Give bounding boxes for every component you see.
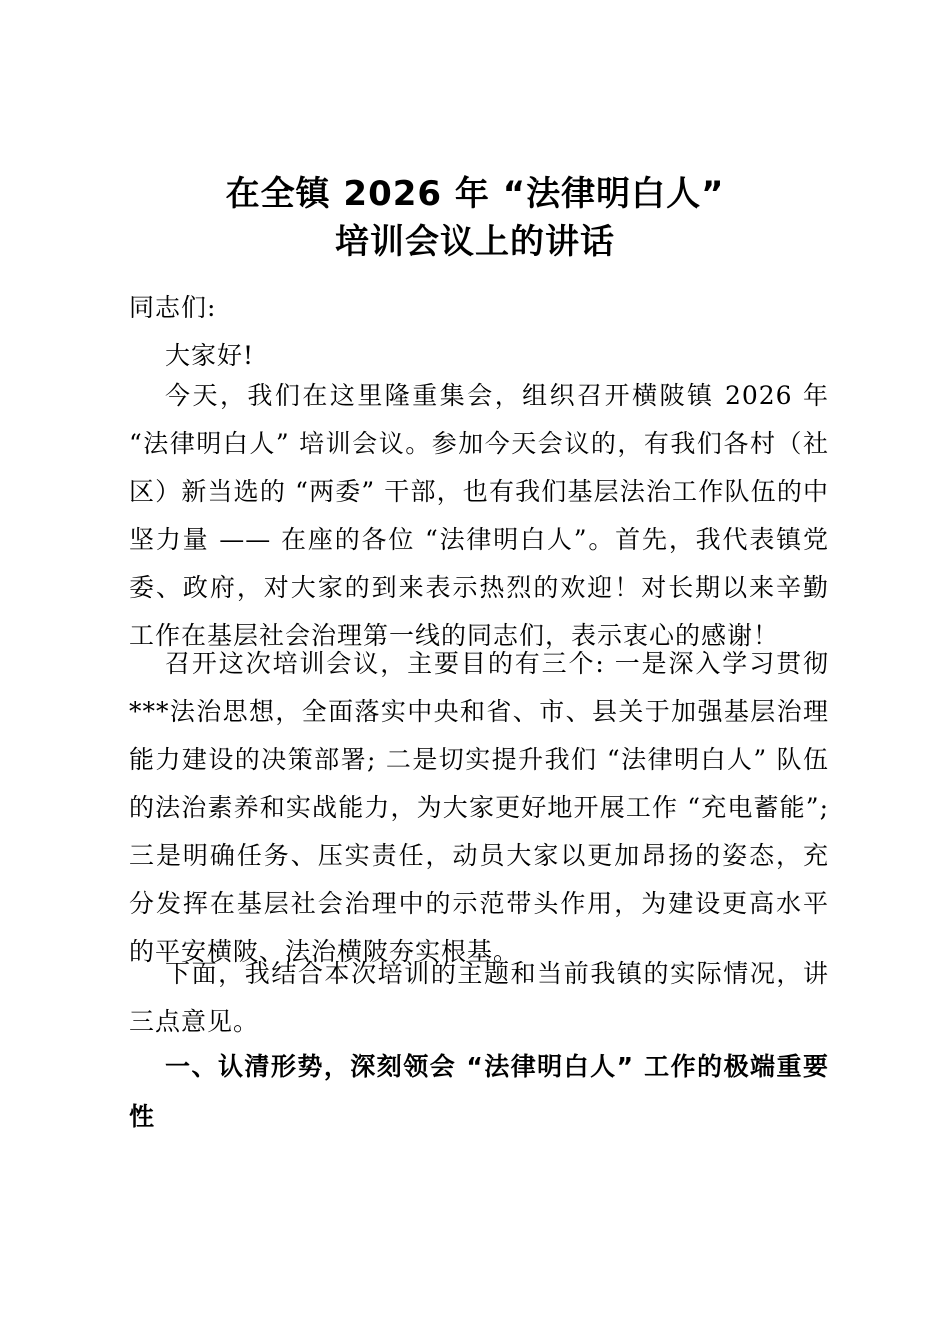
salutation: 同志们:: [129, 293, 217, 322]
paragraph-purpose: 召开这次培训会议，主要目的有三个: 一是深入学习贯彻***法治思想，全面落实中央和省、市、县关于加强基层治理能力建设的决策部署; 二是切实提升我们 “法律明白人” 队伍的法治素养和实战能力，为大家更好地开展工作 “充电蓄能”; 三是明确任务、压实责任，动员大家以更加昂扬的姿态，充分发挥在基层社会治理中的示范带头作用，为建设更高水平的平安横陂、法治横陂夯实根基。: [129, 649, 829, 966]
greeting: 大家好!: [165, 341, 255, 370]
paragraph-transition: 下面，我结合本次培训的主题和当前我镇的实际情况，讲三点意见。: [129, 959, 829, 1036]
section-heading: 一、认清形势，深刻领会 “法律明白人” 工作的极端重要性: [129, 1052, 829, 1131]
document-title-line-2: 培训会议上的讲话: [335, 222, 615, 262]
document-title-line-1: 在全镇 2026 年 “法律明白人”: [225, 174, 725, 214]
paragraph-opening: 今天，我们在这里隆重集会，组织召开横陂镇 2026 年 “法律明白人” 培训会议。参加今天会议的，有我们各村（社区）新当选的 “两委” 干部，也有我们基层法治工作队伍的中坚力量 —— 在座的各位 “法律明白人”。首先，我代表镇党委、政府，对大家的到来表示热烈的欢迎！对长期以来辛勤工作在基层社会治理第一线的同志们，表示衷心的感谢！: [129, 381, 829, 650]
